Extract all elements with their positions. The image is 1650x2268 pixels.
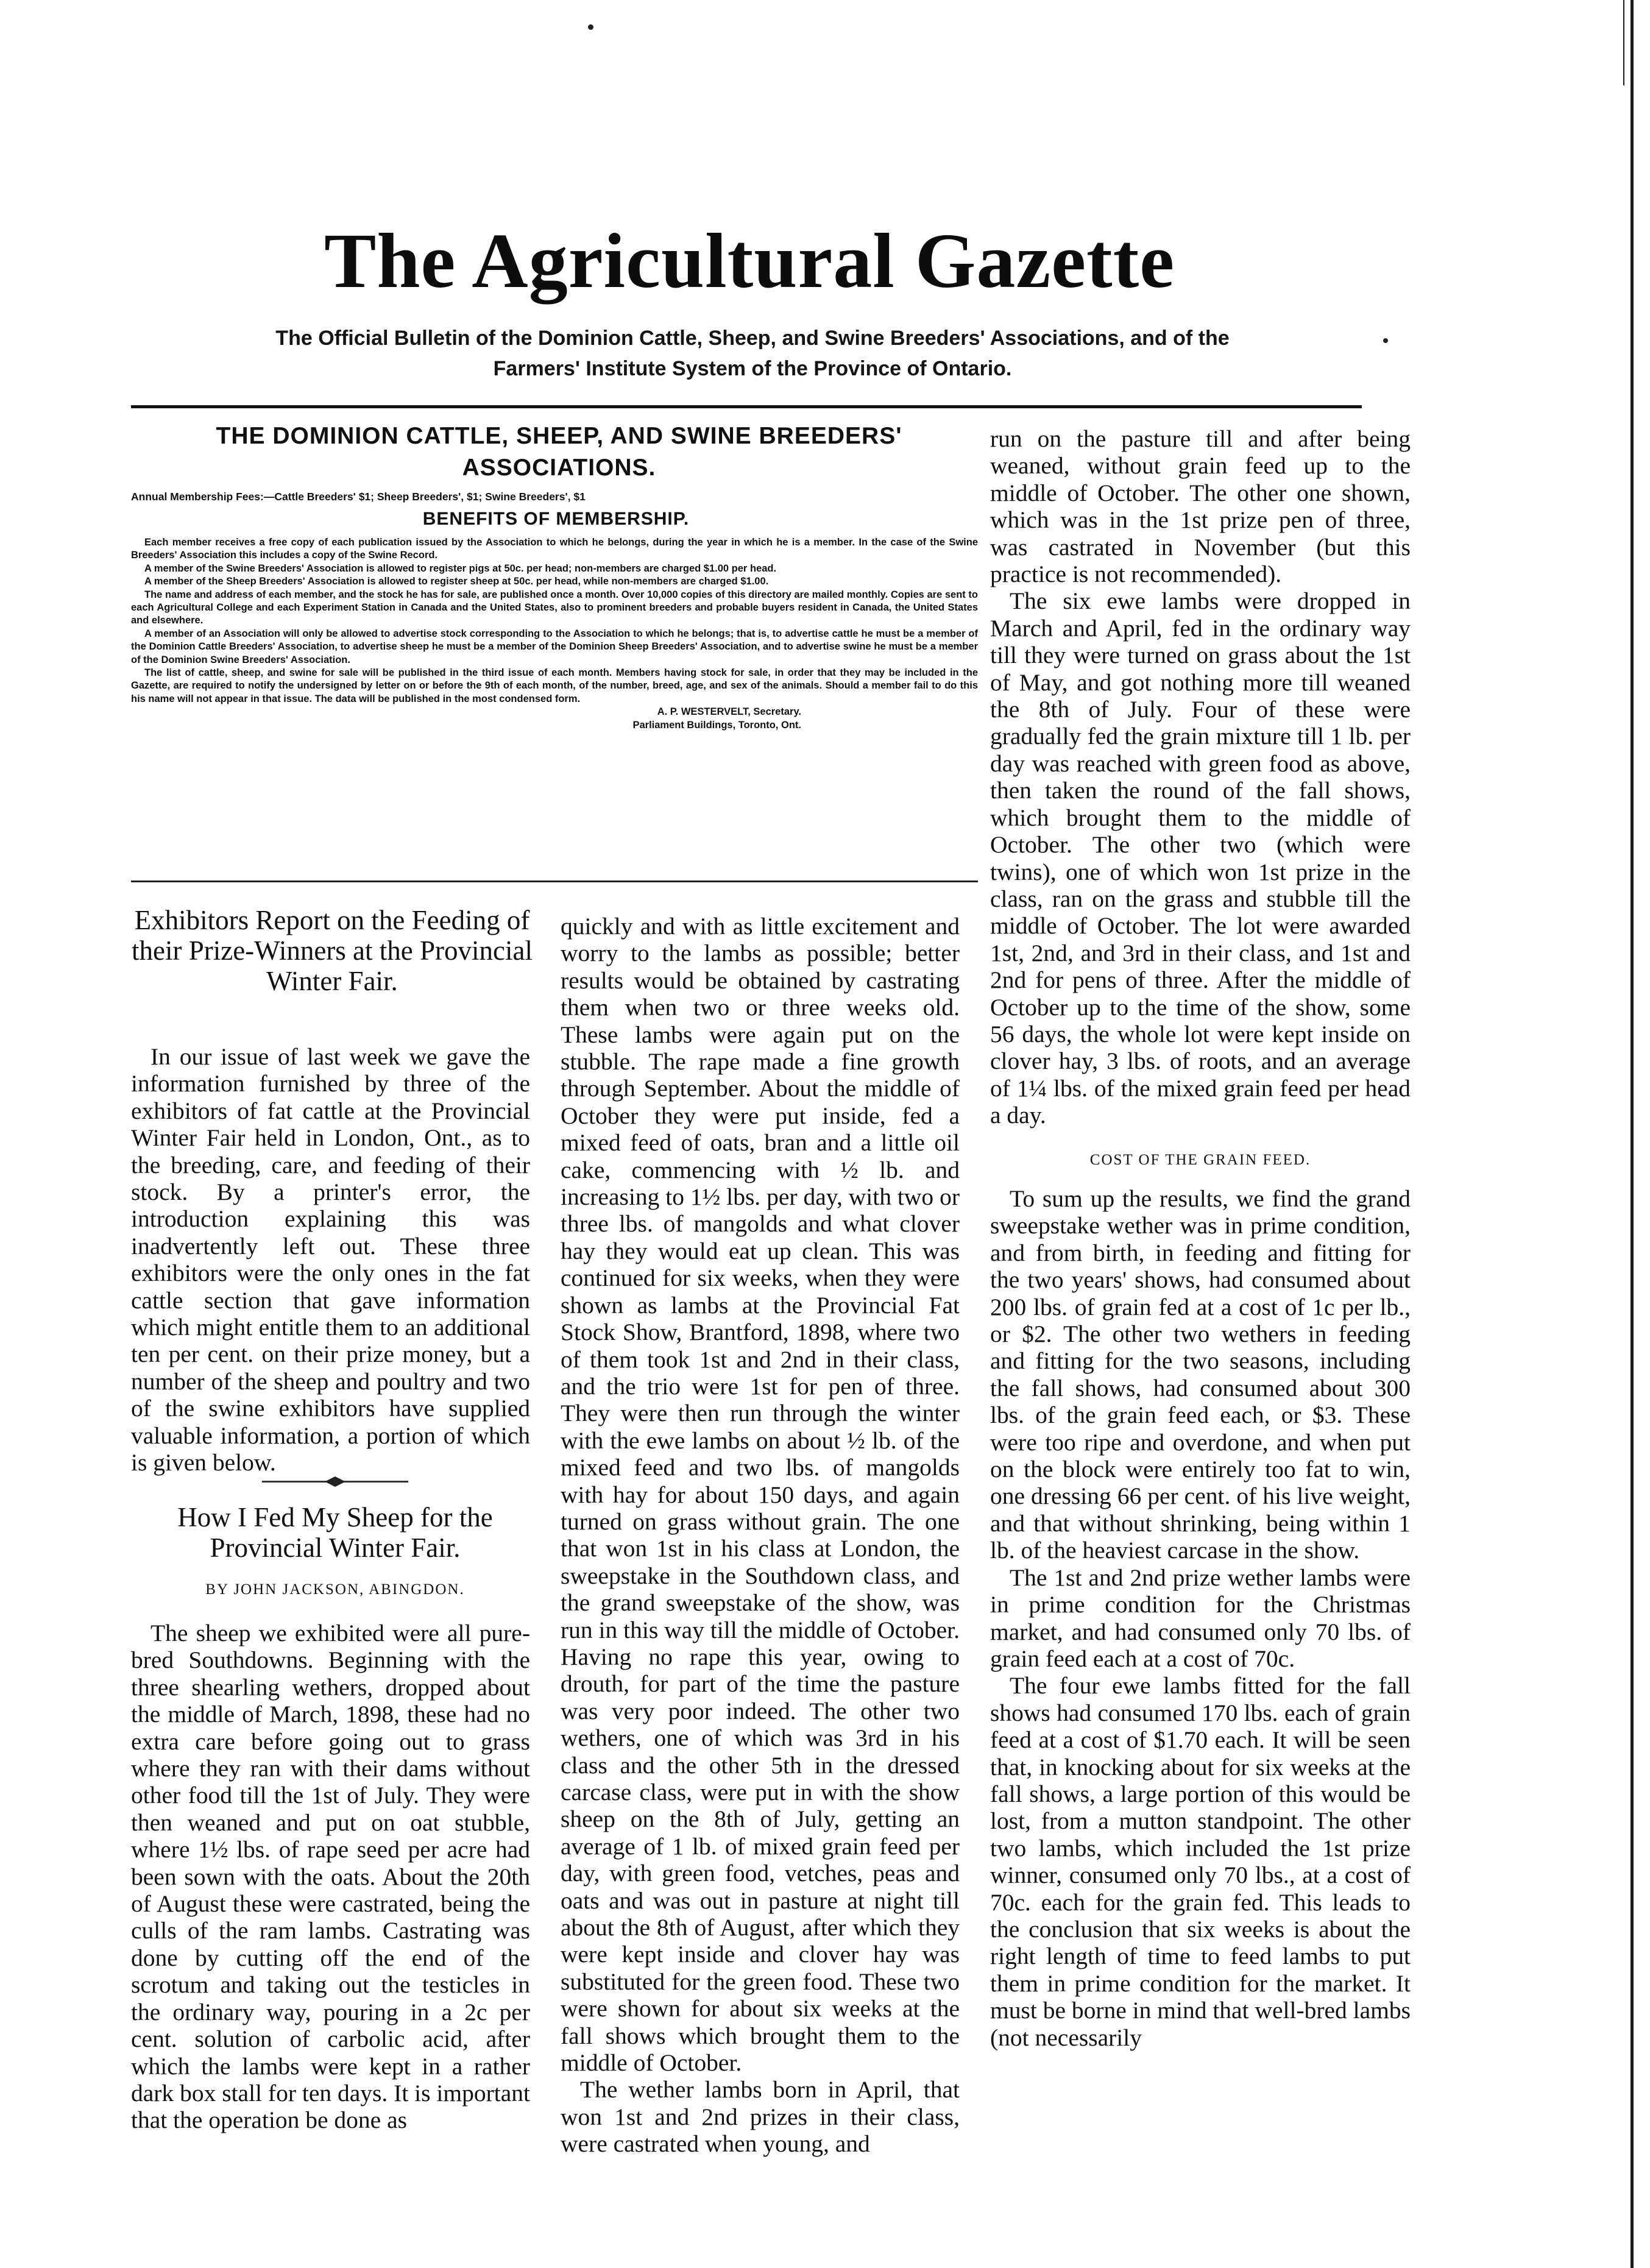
page-edge-rule-inner	[1623, 0, 1624, 85]
benefits-paragraph: Each member receives a free copy of each publication issued by the Association to which he belongs, during the year in which he is a member. In the case of the Swine Breeders' Association this includes a copy of the Swine Record.	[131, 537, 978, 561]
associations-heading	[140, 420, 978, 484]
secretary-address: Parliament Buildings, Toronto, Ont.	[632, 719, 801, 731]
article2-column1	[131, 1620, 530, 2134]
article2-paragraph: The wether lambs born in April, that won 1st and 2nd prizes in their class, were castrated when young, and	[561, 2076, 960, 2158]
article2-paragraph: To sum up the results, we find the grand sweepstake wether was in prime condition, and from birth, in feeding and fitting for the two years' shows, had consumed about 200 lbs. of grain fed at a cost of 1c per lb., or $2. The other two wethers in feeding and fitting for the two seasons, including the fall shows, had consumed about 300 lbs. of the grain feed each, or $3. These were too ripe and overdone, and when put on the block were entirely too fat to win, one dressing 66 per cent. of his live weight, and that without shrinking, being within 1 lb. of the heaviest carcase in the show.	[990, 1185, 1411, 1564]
masthead-subtitle-line1: The Official Bulletin of the Dominion Cattle, Sheep, and Swine Breeders' Associations, and of the	[275, 327, 1230, 350]
membership-fees: Annual Membership Fees:—Cattle Breeders' $1; Sheep Breeders', $1; Swine Breeders', $1	[131, 491, 586, 503]
article2-paragraph: The sheep we exhibited were all pure-bred Southdowns. Beginning with the three shearling wethers, dropped about the middle of March, 1898, these had no extra care before going out to grass where they ran with their dams without other food till the 1st of July. They were then weaned and put on oat stubble, where 1½ lbs. of rape seed per acre had been sown with the oats. About the 20th of August these were castrated, being the culls of the ram lambs. Castrating was done by cutting off the end of the scrotum and taking out the testicles in the ordinary way, pouring in a 2c per cent. solution of carbolic acid, after which the lambs were kept in a rather dark box stall for ten days. It is important that the operation be done as	[131, 1620, 530, 2134]
associations-heading-line1: THE DOMINION CATTLE, SHEEP, AND SWINE BREEDERS'	[216, 423, 902, 449]
benefits-paragraph: The list of cattle, sheep, and swine for sale will be published in the third issue of each month. Members having stock for sale, in order that they may be included in the Gazette, are required to notify the undersigned by letter on or before the 9th of each month, of the number, breed, age, and sex of the animals. Should a member fail to do this his name will not appear in that issue. The data will be published in the most condensed form.	[131, 667, 978, 704]
article1-paragraph: In our issue of last week we gave the information furnished by three of the exhibitors of fat cattle at the Provincial Winter Fair held in London, Ont., as to the breeding, care, and feeding of their stock. By a printer's error, the introduction explaining this was inadvertently left out. These three exhibitors were the only ones in the fat cattle section that gave information which might entitle them to an additional ten per cent. on their prize money, but a number of the sheep and poultry and two of the swine exhibitors have supplied valuable information, a portion of which is given below.	[131, 1043, 530, 1476]
associations-heading-line2: ASSOCIATIONS.	[462, 455, 656, 481]
article2-byline: BY JOHN JACKSON, ABINGDON.	[205, 1581, 465, 1598]
benefits-notice	[131, 536, 978, 732]
article2-paragraph: quickly and with as little excitement and worry to the lambs as possible; better results would be obtained by castrating them when two or three weeks old. These lambs were again put on the stubble. The rape made a fine growth through September. About the middle of October they were put inside, fed a mixed feed of oats, bran and a little oil cake, commencing with ½ lb. and increasing to 1½ lbs. per day, with two or three lbs. of mangolds and what clover hay they would eat up clean. This was continued for six weeks, when they were shown as lambs at the Provincial Fat Stock Show, Brantford, 1898, where two of them took 1st and 2nd in their class, and the trio were 1st for pen of three. They were then run through the winter with the ewe lambs on about ½ lb. of the mixed feed and two lbs. of mangolds with hay for about 150 days, and again turned on grass without grain. The one that won 1st in his class at London, the sweepstake in the Southdown class, and the grand sweepstake of the show, was run in this way till the middle of October. Having no rape this year, owing to drouth, for part of the time the pasture was very poor indeed. The other two wethers, one of which was 3rd in his class and the other 5th in the dressed carcase class, were put in with the show sheep on the 8th of July, getting an average of 1 lb. of mixed grain feed per day, with green food, vetches, peas and oats and was out in pasture at night till about the 8th of August, after which they were kept inside and clover hay was substituted for the green food. These two were shown for about six weeks at the fall shows which brought them to the middle of October.	[561, 913, 960, 2077]
article2-paragraph: The four ewe lambs fitted for the fall shows had consumed 170 lbs. each of grain feed at a cost of $1.70 each. It will be seen that, in knocking about for six weeks at the fall shows, a large portion of this would be lost, from a mutton standpoint. The other two lambs, which included the 1st prize winner, consumed only 70 lbs., at a cost of 70c. each for the grain fed. This leads to the conclusion that six weeks is about the right length of time to feed lambs to put them in prime condition for the market. It must be borne in mind that well-bred lambs (not necessarily	[990, 1672, 1411, 2051]
article2-column2	[561, 913, 960, 2158]
article2-paragraph: run on the pasture till and after being weaned, without grain feed up to the middle of October. The other one shown, which was in the 1st prize pen of three, was castrated in November (but this practice is not recommended).	[990, 425, 1411, 588]
print-speck	[588, 24, 593, 30]
masthead-rule	[131, 405, 1362, 408]
article2-headline: How I Fed My Sheep for the Provincial Winter Fair.	[177, 1502, 493, 1563]
cost-subheading: COST OF THE GRAIN FEED.	[1089, 1152, 1311, 1168]
article1-headline: Exhibitors Report on the Feeding of their Prize-Winners at the Provincial Winter Fair.	[132, 905, 533, 996]
article2-paragraph: The six ewe lambs were dropped in March and April, fed in the ordinary way till they were turned on grass about the 1st of May, and got nothing more till weaned the 8th of July. Four of these were gradually fed the grain mixture till 1 lb. per day was reached with green food as above, then taken the round of the fall shows, which brought them to the middle of October. The other two (which were twins), one of which won 1st prize in the class, ran on the grass and stubble till the middle of October. The lot were awarded 1st, 2nd, and 3rd in their class, and 1st and 2nd for pens of three. After the middle of October up to the time of the show, some 56 days, the whole lot were kept inside on clover hay, 3 lbs. of roots, and an average of 1¼ lbs. of the mixed grain feed per head a day.	[990, 587, 1411, 1129]
article2-column3-bottom	[990, 1185, 1411, 2051]
page-edge-rule	[1631, 0, 1634, 2268]
print-speck	[1383, 338, 1388, 343]
separator-ornament	[325, 1476, 345, 1487]
benefits-paragraph: A member of the Sheep Breeders' Association is allowed to register sheep at 50c. per head, while non-members are charged $1.00.	[144, 576, 769, 587]
article2-column3-top	[990, 425, 1411, 1129]
section-rule	[131, 881, 978, 882]
benefits-paragraph: The name and address of each member, and the stock he has for sale, are published once a month. Over 10,000 copies of this directory are mailed monthly. Copies are sent to each Agricultural College and each Experiment Station in Canada and the United States, also to prominent breeders and probable buyers resident in Canada, the United States and elsewhere.	[131, 589, 978, 626]
benefits-paragraph: A member of an Association will only be allowed to advertise stock corresponding to the Association to which he belongs; that is, to advertise cattle he must be a member of the Dominion Cattle Breeders' Association, to advertise sheep he must be a member of the Dominion Sheep Breeders' Association, and to advertise swine he must be a member of the Dominion Swine Breeders' Association.	[131, 628, 978, 665]
masthead-subtitle	[201, 323, 1304, 384]
article2-paragraph: The 1st and 2nd prize wether lambs were in prime condition for the Christmas market, and had consumed only 70 lbs. of grain feed each at a cost of 70c.	[990, 1564, 1411, 1672]
masthead-title: The Agricultural Gazette	[324, 218, 1175, 304]
masthead-subtitle-line2: Farmers' Institute System of the Province of Ontario.	[493, 357, 1012, 380]
benefits-heading: BENEFITS OF MEMBERSHIP.	[422, 509, 690, 529]
secretary-signature: A. P. WESTERVELT, Secretary.	[657, 706, 801, 718]
article1-body	[131, 1043, 530, 1476]
benefits-paragraph: A member of the Swine Breeders' Association is allowed to register pigs at 50c. per head; non-members are charged $1.00 per head.	[144, 562, 777, 574]
